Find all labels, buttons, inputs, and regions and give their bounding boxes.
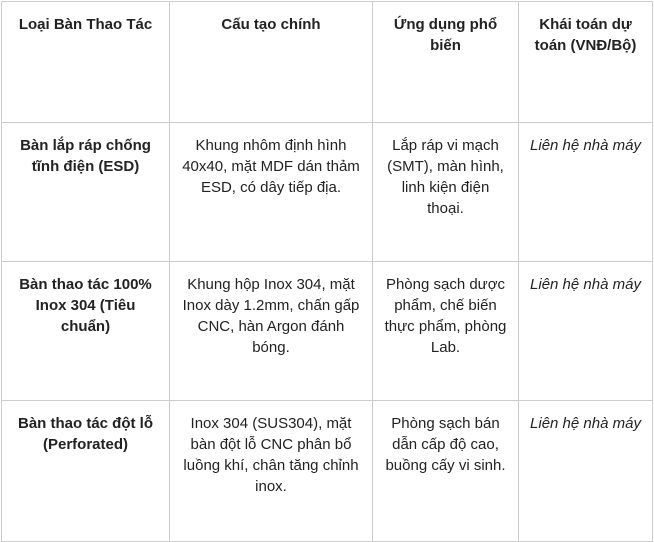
cell-structure: Khung nhôm định hình 40x40, mặt MDF dán thảm ESD, có dây tiếp địa. bbox=[170, 123, 373, 262]
table-row bbox=[2, 262, 653, 401]
cell-price: Liên hệ nhà máy bbox=[519, 123, 653, 262]
cell-application: Phòng sạch bán dẫn cấp độ cao, buồng cấy vi sinh. bbox=[373, 401, 519, 542]
header-row bbox=[2, 2, 653, 123]
header-structure: Cấu tạo chính bbox=[170, 2, 373, 123]
cell-type: Bàn thao tác đột lỗ (Perforated) bbox=[2, 401, 170, 542]
header-price: Khái toán dự toán (VNĐ/Bộ) bbox=[519, 2, 653, 123]
cell-application: Lắp ráp vi mạch (SMT), màn hình, linh kiện điện thoại. bbox=[373, 123, 519, 262]
cell-structure: Khung hộp Inox 304, mặt Inox dày 1.2mm, chấn gấp CNC, hàn Argon đánh bóng. bbox=[170, 262, 373, 401]
cell-price: Liên hệ nhà máy bbox=[519, 262, 653, 401]
cell-type: Bàn lắp ráp chống tĩnh điện (ESD) bbox=[2, 123, 170, 262]
cell-type: Bàn thao tác 100% Inox 304 (Tiêu chuẩn) bbox=[2, 262, 170, 401]
cell-price: Liên hệ nhà máy bbox=[519, 401, 653, 542]
table-row bbox=[2, 123, 653, 262]
table-row bbox=[2, 401, 653, 542]
workbench-spec-table bbox=[1, 1, 653, 542]
cell-structure: Inox 304 (SUS304), mặt bàn đột lỗ CNC phân bổ luồng khí, chân tăng chỉnh inox. bbox=[170, 401, 373, 542]
header-type: Loại Bàn Thao Tác bbox=[2, 2, 170, 123]
cell-application: Phòng sạch dược phẩm, chế biến thực phẩm, phòng Lab. bbox=[373, 262, 519, 401]
header-application: Ứng dụng phổ biến bbox=[373, 2, 519, 123]
